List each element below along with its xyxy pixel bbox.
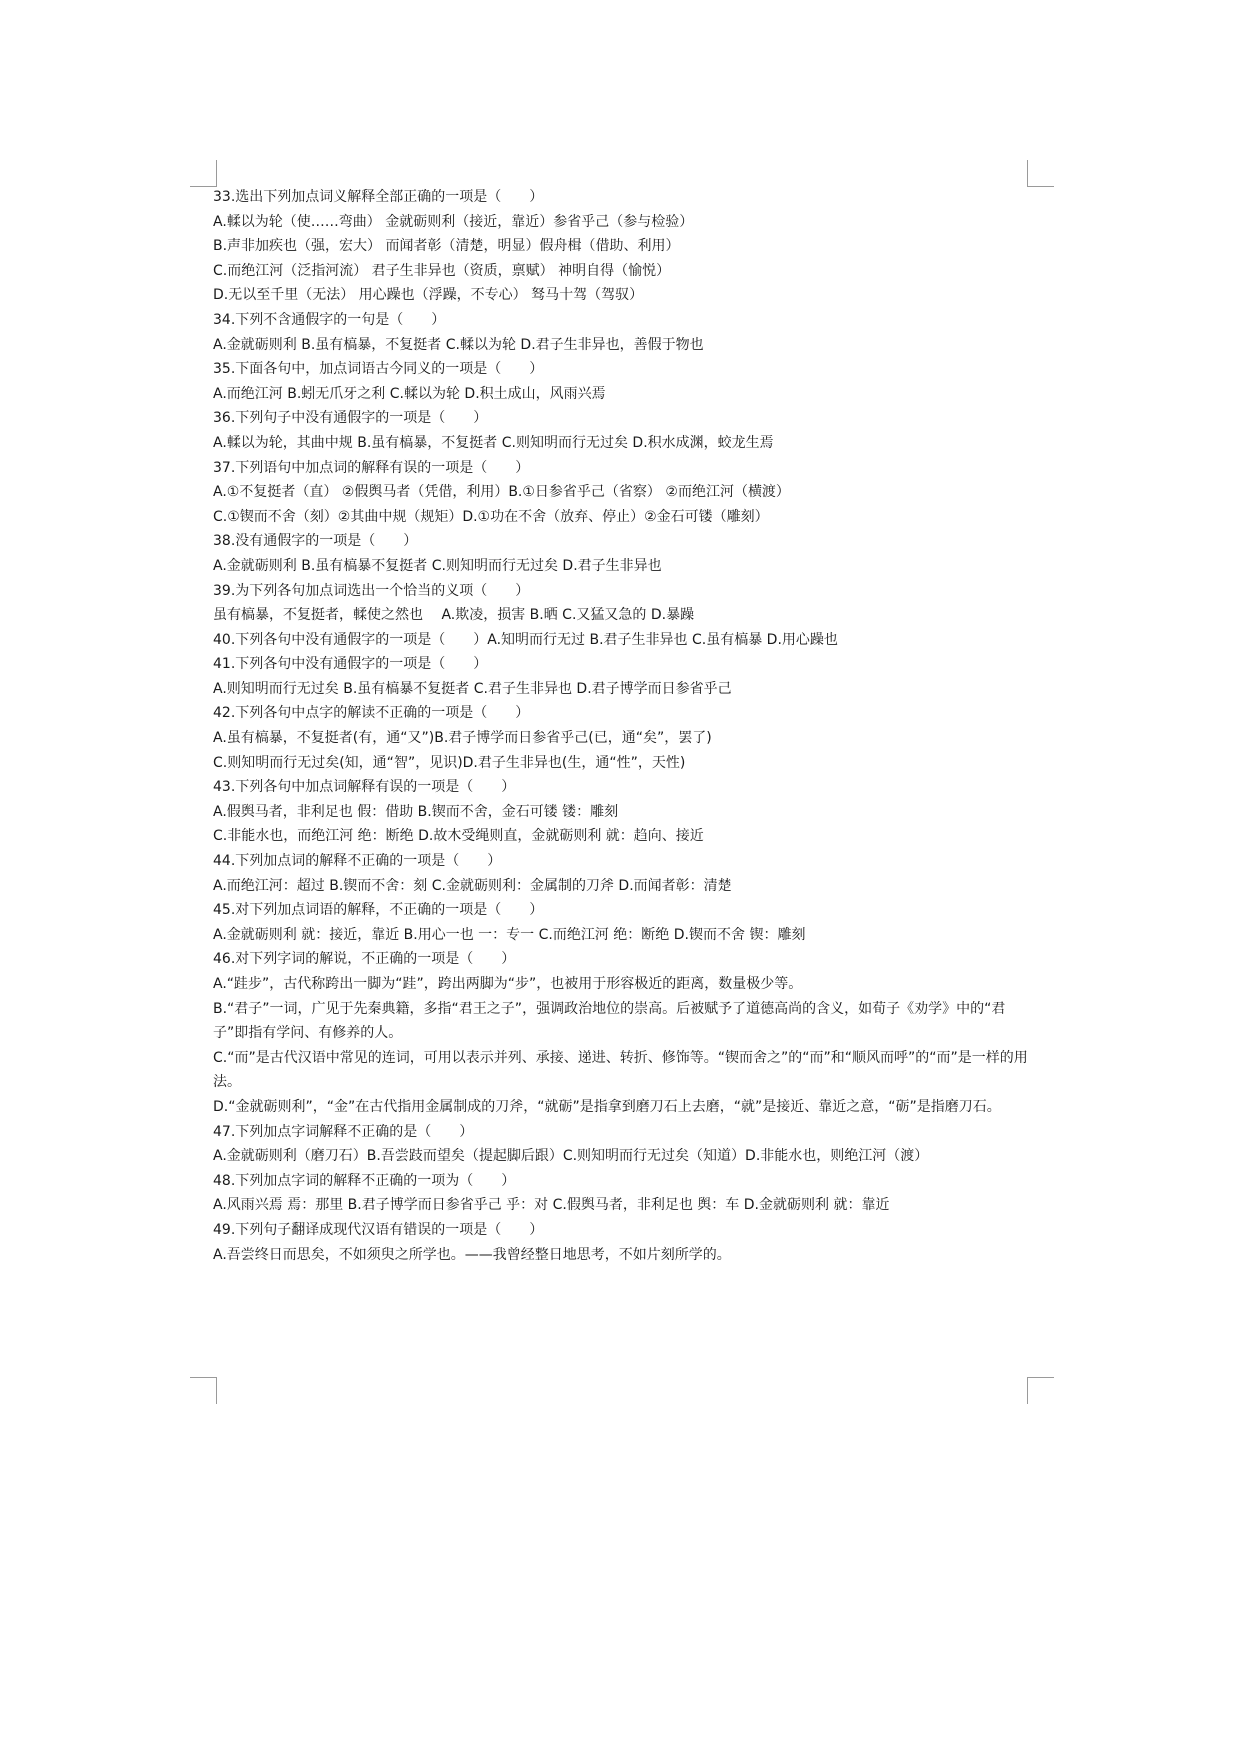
question-35-options: A.而绝江河 B.蚓无爪牙之利 C.輮以为轮 D.积土成山，风雨兴焉 bbox=[213, 385, 606, 402]
question-38-options: A.金就砺则利 B.虽有槁暴不复挺者 C.则知明而行无过矣 D.君子生非异也 bbox=[213, 557, 662, 574]
question-33-option-d: D.无以至千里（无法） 用心躁也（浮躁，不专心） 驽马十驾（驾驭） bbox=[213, 287, 644, 304]
crop-mark-bottom-right bbox=[1027, 1377, 1054, 1404]
question-34-options: A.金就砺则利 B.虽有槁暴，不复挺者 C.輮以为轮 D.君子生非异也，善假于物也 bbox=[213, 336, 704, 353]
question-44-stem: 44.下列加点词的解释不正确的一项是（ ） bbox=[213, 853, 502, 870]
question-36-options: A.輮以为轮，其曲中规 B.虽有槁暴，不复挺者 C.则知明而行无过矣 D.积水成渊，蛟龙生焉 bbox=[213, 434, 774, 451]
question-34-stem: 34.下列不含通假字的一句是（ ） bbox=[213, 311, 446, 328]
question-46-option-c: C.“而”是古代汉语中常见的连词，可用以表示并列、承接、递进、转折、修饰等。“锲而舍之”的“而”和“顺风而呼”的“而”是一样的用法。 bbox=[213, 1049, 1028, 1091]
question-37-options-ab: A.①不复挺者（直） ②假舆马者（凭借，利用）B.①日参省乎己（省察） ②而绝江河（横渡） bbox=[213, 484, 790, 501]
question-37-stem: 37.下列语句中加点词的解释有误的一项是（ ） bbox=[213, 459, 530, 476]
question-49-option-a: A.吾尝终日而思矣，不如须臾之所学也。——我曾经整日地思考，不如片刻所学的。 bbox=[213, 1246, 731, 1263]
question-46-option-a: A.“跬步”，古代称跨出一脚为“跬”，跨出两脚为“步”，也被用于形容极近的距离，数量极少等。 bbox=[213, 976, 803, 992]
question-45-options: A.金就砺则利 就：接近，靠近 B.用心一也 一：专一 C.而绝江河 绝：断绝 D.锲而不舍 锲：雕刻 bbox=[213, 926, 806, 943]
text-body bbox=[213, 185, 1038, 1267]
question-43-options-cd: C.非能水也，而绝江河 绝：断绝 D.故木受绳则直，金就砺则利 就：趋向、接近 bbox=[213, 828, 704, 845]
question-41-stem: 41.下列各句中没有通假字的一项是（ ） bbox=[213, 656, 488, 673]
question-39-stem: 39.为下列各句加点词选出一个恰当的义项（ ） bbox=[213, 582, 530, 599]
question-33-option-b: B.声非加疾也（强，宏大） 而闻者彰（清楚，明显）假舟楫（借助、利用） bbox=[213, 238, 680, 255]
question-35-stem: 35.下面各句中，加点词语古今同义的一项是（ ） bbox=[213, 361, 544, 378]
question-46-option-d: D.“金就砺则利”，“金”在古代指用金属制成的刀斧，“就砺”是指拿到磨刀石上去磨，“就”是接近、靠近之意，“砺”是指磨刀石。 bbox=[213, 1098, 1001, 1115]
question-39-options: 虽有槁暴，不复挺者，輮使之然也 A.欺凌，损害 B.晒 C.又猛又急的 D.暴躁 bbox=[213, 607, 695, 624]
question-46-option-b: B.“君子”一词，广见于先秦典籍，多指“君王之子”，强调政治地位的崇高。后被赋予了道德高尚的含义，如荀子《劝学》中的“君子”即指有学问、有修养的人。 bbox=[213, 1000, 1006, 1042]
question-49-stem: 49.下列句子翻译成现代汉语有错误的一项是（ ） bbox=[213, 1221, 544, 1238]
question-46-stem: 46.对下列字词的解说，不正确的一项是（ ） bbox=[213, 951, 516, 968]
question-37-options-cd: C.①锲而不舍（刻）②其曲中规（规矩）D.①功在不舍（放弃、停止）②金石可镂（雕刻） bbox=[213, 508, 769, 525]
question-42-options-ab: A.虽有槁暴，不复挺者(有，通“又”)B.君子博学而日参省乎己(已，通“矣”，罢了) bbox=[213, 730, 712, 747]
question-48-stem: 48.下列加点字词的解释不正确的一项为（ ） bbox=[213, 1172, 516, 1189]
question-42-options-cd: C.则知明而行无过矣(知，通“智”，见识)D.君子生非异也(生，通“性”，天性) bbox=[213, 754, 686, 771]
question-33-option-a: A.輮以为轮（使……弯曲） 金就砺则利（接近，靠近）参省乎己（参与检验） bbox=[213, 213, 694, 230]
question-42-stem: 42.下列各句中点字的解读不正确的一项是（ ） bbox=[213, 705, 530, 722]
question-43-stem: 43.下列各句中加点词解释有误的一项是（ ） bbox=[213, 779, 516, 796]
crop-mark-top-right bbox=[1027, 160, 1054, 187]
question-47-options: A.金就砺则利（磨刀石）B.吾尝跂而望矣（提起脚后跟）C.则知明而行无过矣（知道）D.非能水也，则绝江河（渡） bbox=[213, 1148, 929, 1165]
question-47-stem: 47.下列加点字词解释不正确的是（ ） bbox=[213, 1123, 474, 1140]
crop-mark-bottom-left bbox=[190, 1377, 217, 1404]
question-38-stem: 38.没有通假字的一项是（ ） bbox=[213, 533, 418, 550]
question-33-option-c: C.而绝江河（泛指河流） 君子生非异也（资质，禀赋） 神明自得（愉悦） bbox=[213, 262, 671, 279]
question-44-options: A.而绝江河：超过 B.锲而不舍：刻 C.金就砺则利：金属制的刀斧 D.而闻者彰：清楚 bbox=[213, 877, 732, 894]
question-36-stem: 36.下列句子中没有通假字的一项是（ ） bbox=[213, 410, 488, 427]
question-48-options: A.风雨兴焉 焉：那里 B.君子博学而日参省乎己 乎：对 C.假舆马者，非利足也 舆：车 D.金就砺则利 就：靠近 bbox=[213, 1197, 890, 1214]
question-40: 40.下列各句中没有通假字的一项是（ ）A.知明而行无过 B.君子生非异也 C.虽有槁暴 D.用心躁也 bbox=[213, 631, 838, 648]
question-43-options-ab: A.假舆马者，非利足也 假：借助 B.锲而不舍，金石可镂 镂：雕刻 bbox=[213, 803, 619, 820]
question-41-options: A.则知明而行无过矣 B.虽有槁暴不复挺者 C.君子生非异也 D.君子博学而日参省乎己 bbox=[213, 680, 732, 697]
crop-mark-top-left bbox=[190, 160, 217, 187]
question-45-stem: 45.对下列加点词语的解释，不正确的一项是（ ） bbox=[213, 902, 544, 919]
question-33-stem: 33.选出下列加点词义解释全部正确的一项是（ ） bbox=[213, 189, 544, 205]
